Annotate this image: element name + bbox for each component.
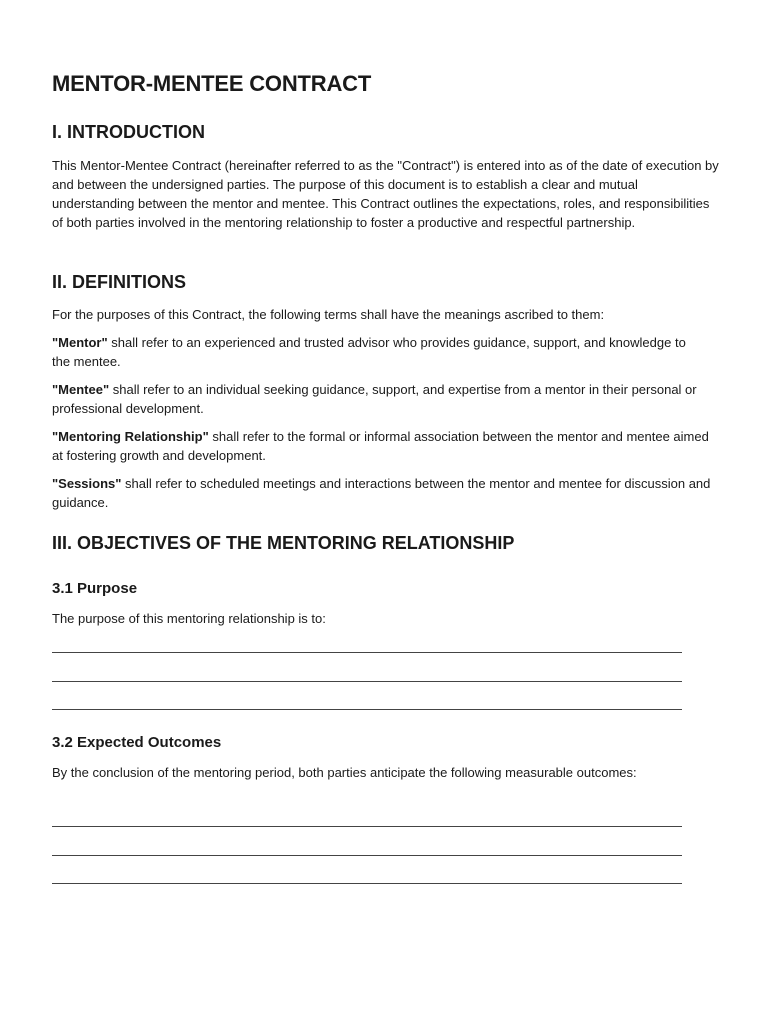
definition-mentor: [52, 333, 692, 371]
definition-text: shall refer to an individual seeking guidance, support, and expertise from a mentor in their personal or professional development.: [52, 382, 697, 416]
introduction-paragraph: This Mentor-Mentee Contract (hereinafter referred to as the "Contract") is entered into as of the date of execution by and between the undersigned parties. The purpose of this document is to establish a clear and mutual understanding between the mentor and mentee. This Contract outlines the expectations, roles, and responsibilities of both parties involved in the mentoring relationship to foster a productive and respectful partnership.: [52, 158, 719, 230]
definitions-intro: For the purposes of this Contract, the following terms shall have the meanings ascribed to them:: [52, 307, 605, 322]
definition-text: shall refer to an experienced and trusted advisor who provides guidance, support, and knowledge to the mentee.: [52, 335, 686, 369]
outcomes-blank-line-3[interactable]: [52, 883, 682, 884]
definition-text: shall refer to scheduled meetings and interactions between the mentor and mentee for discussion and guidance.: [52, 476, 711, 510]
definition-mentoring-relationship: [52, 427, 720, 465]
document-title: MENTOR-MENTEE CONTRACT: [52, 71, 372, 96]
definitions-heading: II. DEFINITIONS: [52, 272, 187, 292]
definition-term: "Mentoring Relationship": [52, 429, 209, 444]
purpose-blank-line-3[interactable]: [52, 709, 682, 710]
objectives-heading: III. OBJECTIVES OF THE MENTORING RELATIONSHIP: [52, 533, 515, 553]
definition-term: "Mentee": [52, 382, 110, 397]
purpose-blank-line-1[interactable]: [52, 652, 682, 653]
definition-mentee: [52, 380, 720, 418]
outcomes-heading: 3.2 Expected Outcomes: [52, 734, 222, 751]
purpose-heading: 3.1 Purpose: [52, 580, 138, 597]
purpose-blank-line-2[interactable]: [52, 681, 682, 682]
definition-term: "Mentor": [52, 335, 108, 350]
definition-term: "Sessions": [52, 476, 122, 491]
definition-sessions: [52, 474, 720, 512]
outcomes-text: By the conclusion of the mentoring period, both parties anticipate the following measurable outcomes:: [52, 765, 637, 780]
outcomes-blank-line-1[interactable]: [52, 826, 682, 827]
outcomes-blank-line-2[interactable]: [52, 855, 682, 856]
definition-text: shall refer to the formal or informal association between the mentor and mentee aimed at fostering growth and development.: [52, 429, 709, 463]
introduction-heading: I. INTRODUCTION: [52, 122, 205, 142]
purpose-text: The purpose of this mentoring relationship is to:: [52, 611, 326, 626]
